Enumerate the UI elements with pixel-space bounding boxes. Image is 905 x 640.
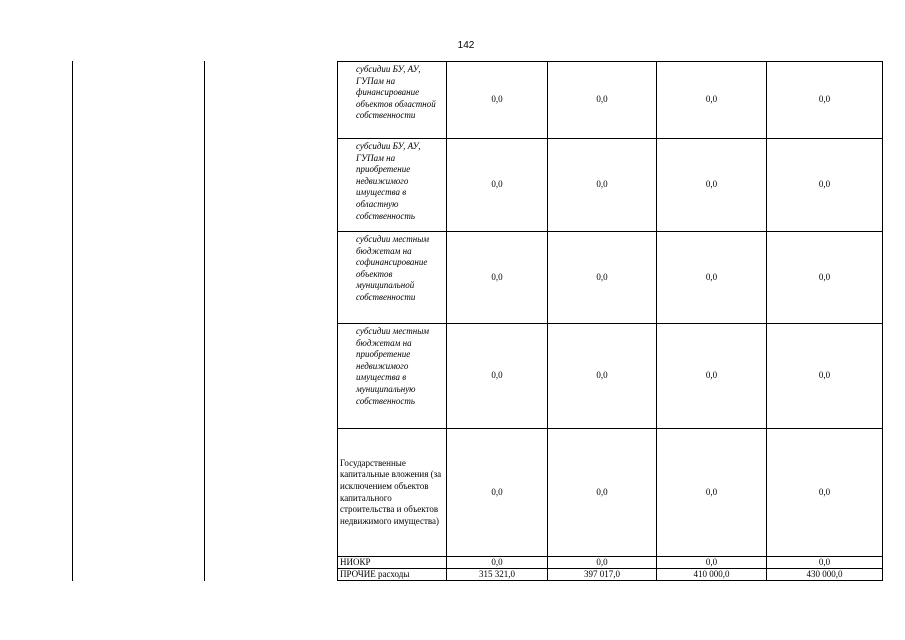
value-cell: 0,0: [447, 232, 548, 324]
value-cell: 397 017,0: [548, 569, 657, 581]
value-cell: 0,0: [767, 429, 883, 557]
value-cell: 0,0: [767, 557, 883, 569]
table-row: [338, 232, 883, 324]
value-cell: 0,0: [767, 62, 883, 139]
value-cell: 0,0: [447, 139, 548, 232]
row-label: ПРОЧИЕ расходы: [338, 569, 447, 581]
table-row: [338, 569, 883, 581]
row-label: субсидии БУ, АУ, ГУПам на приобретение недвижимого имущества в областную собственность: [338, 139, 447, 232]
value-cell: 0,0: [657, 324, 767, 429]
value-cell: 0,0: [447, 557, 548, 569]
table-row: [338, 429, 883, 557]
value-cell: 0,0: [548, 429, 657, 557]
value-cell: 410 000,0: [657, 569, 767, 581]
value-cell: 0,0: [657, 139, 767, 232]
value-cell: 0,0: [548, 324, 657, 429]
value-cell: 0,0: [767, 324, 883, 429]
table-row: [338, 557, 883, 569]
row-label: Государственные капитальные вложения (за исключением объектов капитального строительства и объектов недвижимого имущества): [338, 429, 447, 557]
value-cell: 0,0: [548, 557, 657, 569]
value-cell: 0,0: [548, 232, 657, 324]
value-cell: 0,0: [447, 324, 548, 429]
table-row: [338, 62, 883, 139]
table-row: [338, 139, 883, 232]
row-label: НИОКР: [338, 557, 447, 569]
value-cell: 0,0: [767, 139, 883, 232]
value-cell: 0,0: [447, 62, 548, 139]
table-left-border-line: [72, 61, 73, 581]
row-label: субсидии БУ, АУ, ГУПам на финансирование объектов областной собственности: [338, 62, 447, 139]
value-cell: 0,0: [548, 139, 657, 232]
value-cell: 0,0: [548, 62, 657, 139]
row-label: субсидии местным бюджетам на приобретение недвижимого имущества в муниципальную собственность: [338, 324, 447, 429]
value-cell: 0,0: [657, 429, 767, 557]
table-column-divider-line: [204, 61, 205, 581]
value-cell: 430 000,0: [767, 569, 883, 581]
table-row: [338, 324, 883, 429]
value-cell: 0,0: [657, 557, 767, 569]
budget-table: [337, 61, 883, 581]
value-cell: 0,0: [447, 429, 548, 557]
value-cell: 0,0: [657, 232, 767, 324]
page-number: 142: [457, 40, 475, 51]
value-cell: 315 321,0: [447, 569, 548, 581]
value-cell: 0,0: [767, 232, 883, 324]
value-cell: 0,0: [657, 62, 767, 139]
row-label: субсидии местным бюджетам на софинансирование объектов муниципальной собственности: [338, 232, 447, 324]
